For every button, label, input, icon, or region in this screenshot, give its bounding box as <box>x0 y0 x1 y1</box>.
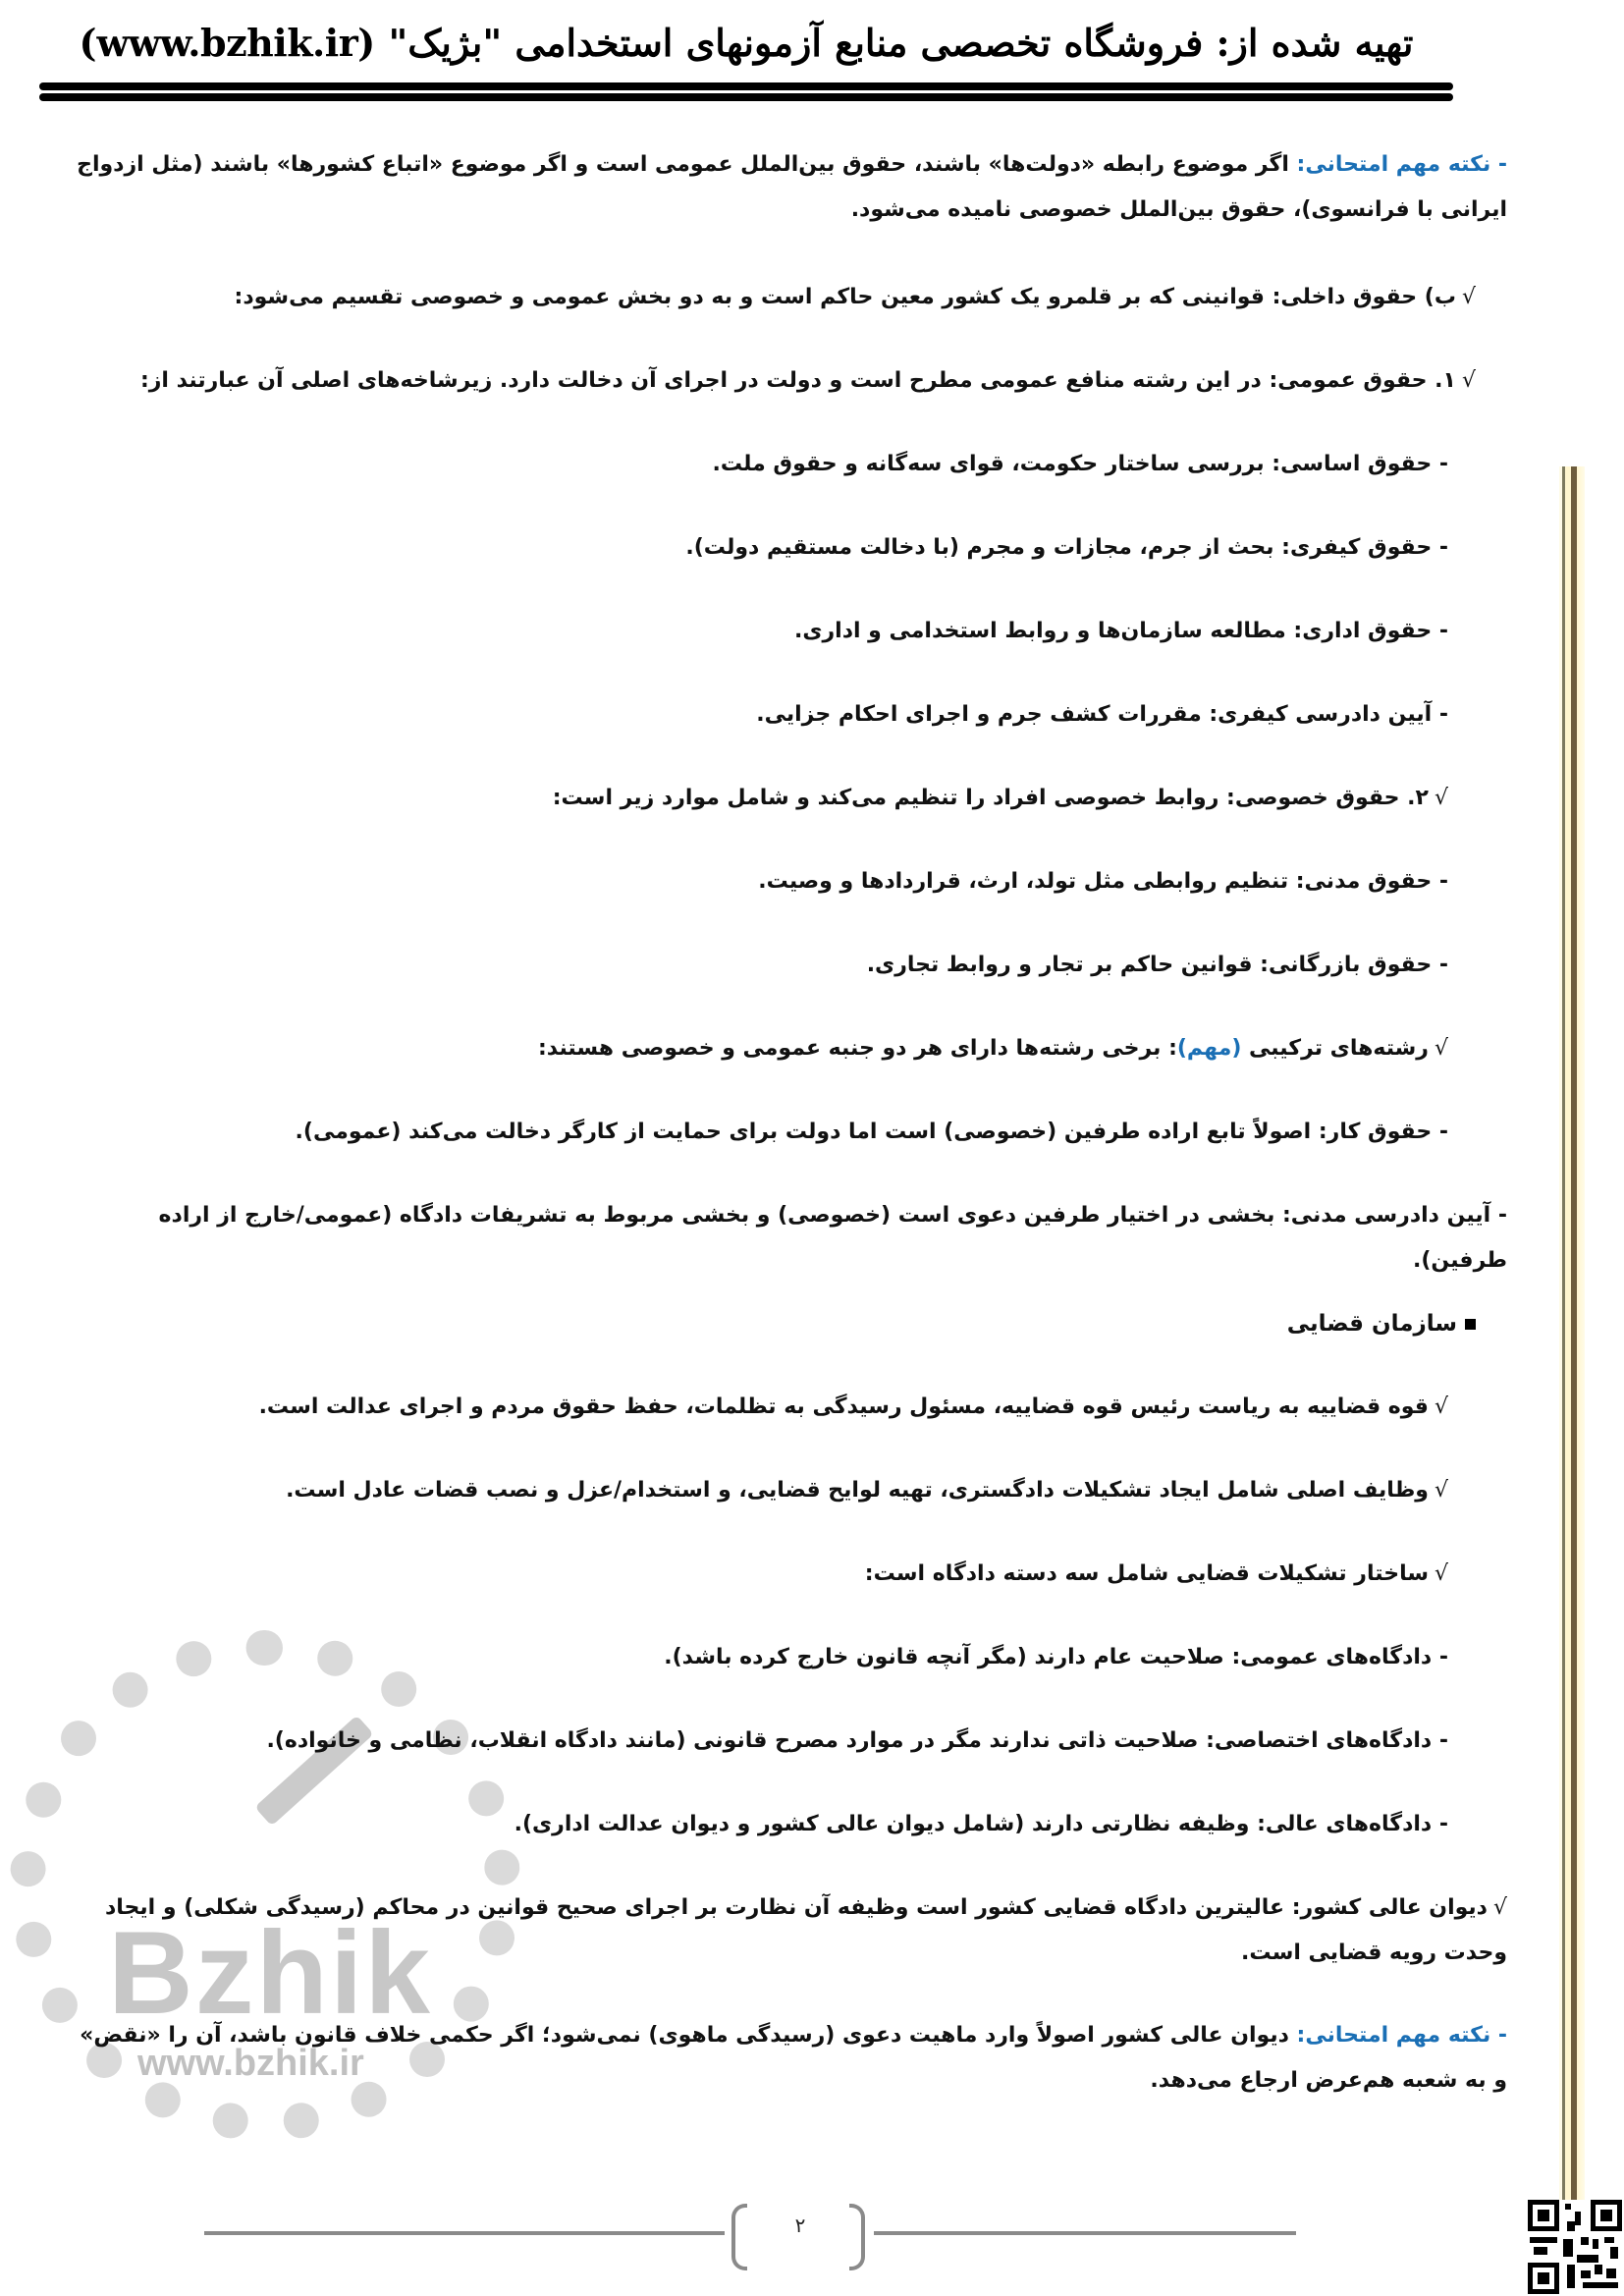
qr-module <box>1563 2239 1573 2257</box>
list-item-text: - دادگاه‌های عمومی: صلاحیت عام دارند (مگر آنچه قانون خارج کرده باشد). <box>664 1645 1448 1669</box>
paragraph-text: قوه قضاییه به ریاست رئیس قوه قضاییه، مسئول رسیدگی به تظلمات، حفظ حقوق مردم و اجرای عدالت است. <box>258 1394 1429 1419</box>
list-item-high-courts <box>69 1802 1448 1847</box>
qr-module <box>1567 2221 1575 2231</box>
list-item-text: - آیین دادرسی کیفری: مقررات کشف جرم و اجرای احکام جزایی. <box>756 702 1448 727</box>
qr-module <box>1606 2269 1616 2278</box>
domestic-law-paragraph <box>69 275 1476 320</box>
watermark-brand: Bzhik <box>108 1907 433 2039</box>
qr-module <box>1604 2237 1614 2243</box>
qr-finder-pattern <box>1591 2200 1622 2231</box>
footer-bracket-left <box>731 2204 747 2270</box>
page-number: ۲ <box>794 2214 806 2237</box>
list-item-criminal-procedure <box>69 692 1448 738</box>
qr-module <box>1581 2237 1589 2245</box>
list-item-constitutional-law <box>69 442 1448 487</box>
list-item-text: - حقوق کیفری: بحث از جرم، مجازات و مجرم (با دخالت مستقیم دولت). <box>685 535 1448 560</box>
qr-module <box>1575 2212 1581 2225</box>
header-title: تهیه شده از: فروشگاه تخصصی منابع آزمونهای استخدامی "بژیک" (www.bzhik.ir) <box>79 21 1414 65</box>
qr-module <box>1583 2282 1618 2288</box>
private-law-paragraph <box>69 776 1448 821</box>
qr-module <box>1595 2265 1602 2274</box>
supreme-court-paragraph <box>69 1886 1507 1976</box>
exam-note-paragraph <box>69 2013 1507 2104</box>
footer-bracket-right <box>849 2204 865 2270</box>
qr-code-icon <box>1528 2200 1622 2294</box>
paragraph-text: : برخی رشته‌ها دارای هر دو جنبه عمومی و خصوصی هستند: <box>537 1036 1177 1061</box>
list-item-text: - حقوق مدنی: تنظیم روابطی مثل تولد، ارث، قراردادها و وصیت. <box>758 869 1448 894</box>
paragraph-text: ۱. حقوق عمومی: در این رشته منافع عمومی مطرح است و دولت در اجرای آن دخالت دارد. زیرشاخه‌های اصلی آن عبارتند از: <box>139 368 1456 393</box>
qr-module <box>1565 2204 1571 2210</box>
checkmark-icon: √ <box>1434 1036 1448 1061</box>
paragraph-text: وظایف اصلی شامل ایجاد تشکیلات دادگستری، تهیه لوایح قضایی، و استخدام/عزل و نصب قضات عادل است. <box>286 1478 1429 1503</box>
list-item-criminal-law <box>69 525 1448 571</box>
judiciary-duties-paragraph <box>69 1468 1448 1513</box>
checkmark-icon: √ <box>1434 1561 1448 1586</box>
footer-rule-left <box>204 2231 725 2235</box>
qr-finder-pattern <box>1528 2200 1559 2231</box>
checkmark-icon: √ <box>1461 368 1476 393</box>
exam-note-label: - نکته مهم امتحانی: <box>1296 152 1507 177</box>
list-item-text: - حقوق اساسی: بررسی ساختار حکومت، قوای سه‌گانه و حقوق ملت. <box>712 452 1448 476</box>
header-rule-top <box>39 82 1453 90</box>
paragraph-text: ساختار تشکیلات قضایی شامل سه دسته دادگاه است: <box>864 1561 1429 1586</box>
checkmark-icon: √ <box>1434 1478 1448 1503</box>
list-item-special-courts <box>69 1719 1448 1764</box>
list-item-administrative-law <box>69 609 1448 654</box>
checkmark-icon: √ <box>1434 786 1448 810</box>
paragraph-text: اگر موضوع رابطه «دولت‌ها» باشند، حقوق بین‌الملل عمومی است و اگر موضوع «اتباع کشورها» باشند (مثل ازدواج ایرانی با فرانسوی)، حقوق بین‌الملل خصوصی نامیده می‌شود. <box>77 152 1507 222</box>
footer-rule-right <box>874 2231 1296 2235</box>
paragraph-text: دیوان عالی کشور: عالیترین دادگاه قضایی کشور است وظیفه آن نظارت بر اجرای صحیح قوانین در محاکم (رسیدگی شکلی) و ایجاد وحدت رویه قضایی است. <box>105 1895 1507 1965</box>
header-rule-bottom <box>39 93 1453 101</box>
list-item-civil-law <box>69 859 1448 904</box>
list-item-text: - حقوق بازرگانی: قوانین حاکم بر تجار و روابط تجاری. <box>866 953 1448 977</box>
exam-note-label: - نکته مهم امتحانی: <box>1296 2023 1507 2048</box>
qr-module <box>1530 2237 1557 2243</box>
list-item-text: - دادگاه‌های عالی: وظیفه نظارتی دارند (شامل دیوان عالی کشور و دیوان عدالت اداری). <box>514 1812 1448 1836</box>
watermark-url: www.bzhik.ir <box>137 2043 364 2084</box>
list-item-general-courts <box>69 1635 1448 1680</box>
section-heading <box>69 1301 1476 1346</box>
judiciary-head-paragraph <box>69 1385 1448 1430</box>
list-item-text: - آیین دادرسی مدنی: بخشی در اختیار طرفین دعوی است (خصوصی) و بخشی مربوط به تشریفات دادگاه (عمومی/خارج از اراده طرفین). <box>158 1203 1507 1273</box>
hybrid-fields-paragraph <box>69 1026 1448 1071</box>
qr-module <box>1581 2270 1591 2278</box>
decorative-side-border <box>1559 466 1585 2214</box>
paragraph-text: ۲. حقوق خصوصی: روابط خصوصی افراد را تنظیم می‌کند و شامل موارد زیر است: <box>552 786 1429 810</box>
checkmark-icon: √ <box>1461 285 1476 309</box>
list-item-text: - دادگاه‌های اختصاصی: صلاحیت ذاتی ندارند مگر در موارد مصرح قانونی (مانند دادگاه انقلاب، نظامی و خانواده). <box>266 1728 1448 1753</box>
list-item-text: - حقوق اداری: مطالعه سازمان‌ها و روابط استخدامی و اداری. <box>793 619 1448 643</box>
square-bullet-icon <box>1465 1319 1476 1330</box>
list-item-labor-law <box>69 1110 1448 1155</box>
court-structure-paragraph <box>69 1552 1448 1597</box>
qr-module <box>1577 2255 1598 2263</box>
qr-module <box>1567 2265 1575 2288</box>
checkmark-icon: √ <box>1434 1394 1448 1419</box>
exam-note-paragraph <box>69 142 1507 233</box>
qr-module <box>1610 2247 1618 2259</box>
qr-finder-pattern <box>1528 2263 1559 2294</box>
page-header <box>39 10 1453 98</box>
paragraph-text: ب) حقوق داخلی: قوانینی که بر قلمرو یک کشور معین حاکم است و به دو بخش عمومی و خصوصی تقسیم می‌شود: <box>234 285 1456 309</box>
public-law-paragraph <box>69 358 1476 404</box>
qr-module <box>1534 2247 1547 2255</box>
list-item-commercial-law <box>69 943 1448 988</box>
important-tag: (مهم) <box>1176 1036 1242 1061</box>
qr-module <box>1593 2239 1598 2249</box>
list-item-text: - حقوق کار: اصولاً تابع اراده طرفین (خصوصی) است اما دولت برای حمایت از کارگر دخالت می‌کند (عمومی). <box>295 1120 1448 1144</box>
paragraph-text: دیوان عالی کشور اصولاً وارد ماهیت دعوی (رسیدگی ماهوی) نمی‌شود؛ اگر حکمی خلاف قانون باشد، آن را «نقض» و به شعبه هم‌عرض ارجاع می‌دهد. <box>80 2023 1507 2093</box>
paragraph-text: رشته‌های ترکیبی <box>1241 1036 1429 1061</box>
section-title: سازمان قضایی <box>1286 1311 1457 1337</box>
list-item-civil-procedure <box>69 1193 1507 1284</box>
page-footer <box>196 2192 1424 2270</box>
checkmark-icon: √ <box>1492 1895 1507 1920</box>
